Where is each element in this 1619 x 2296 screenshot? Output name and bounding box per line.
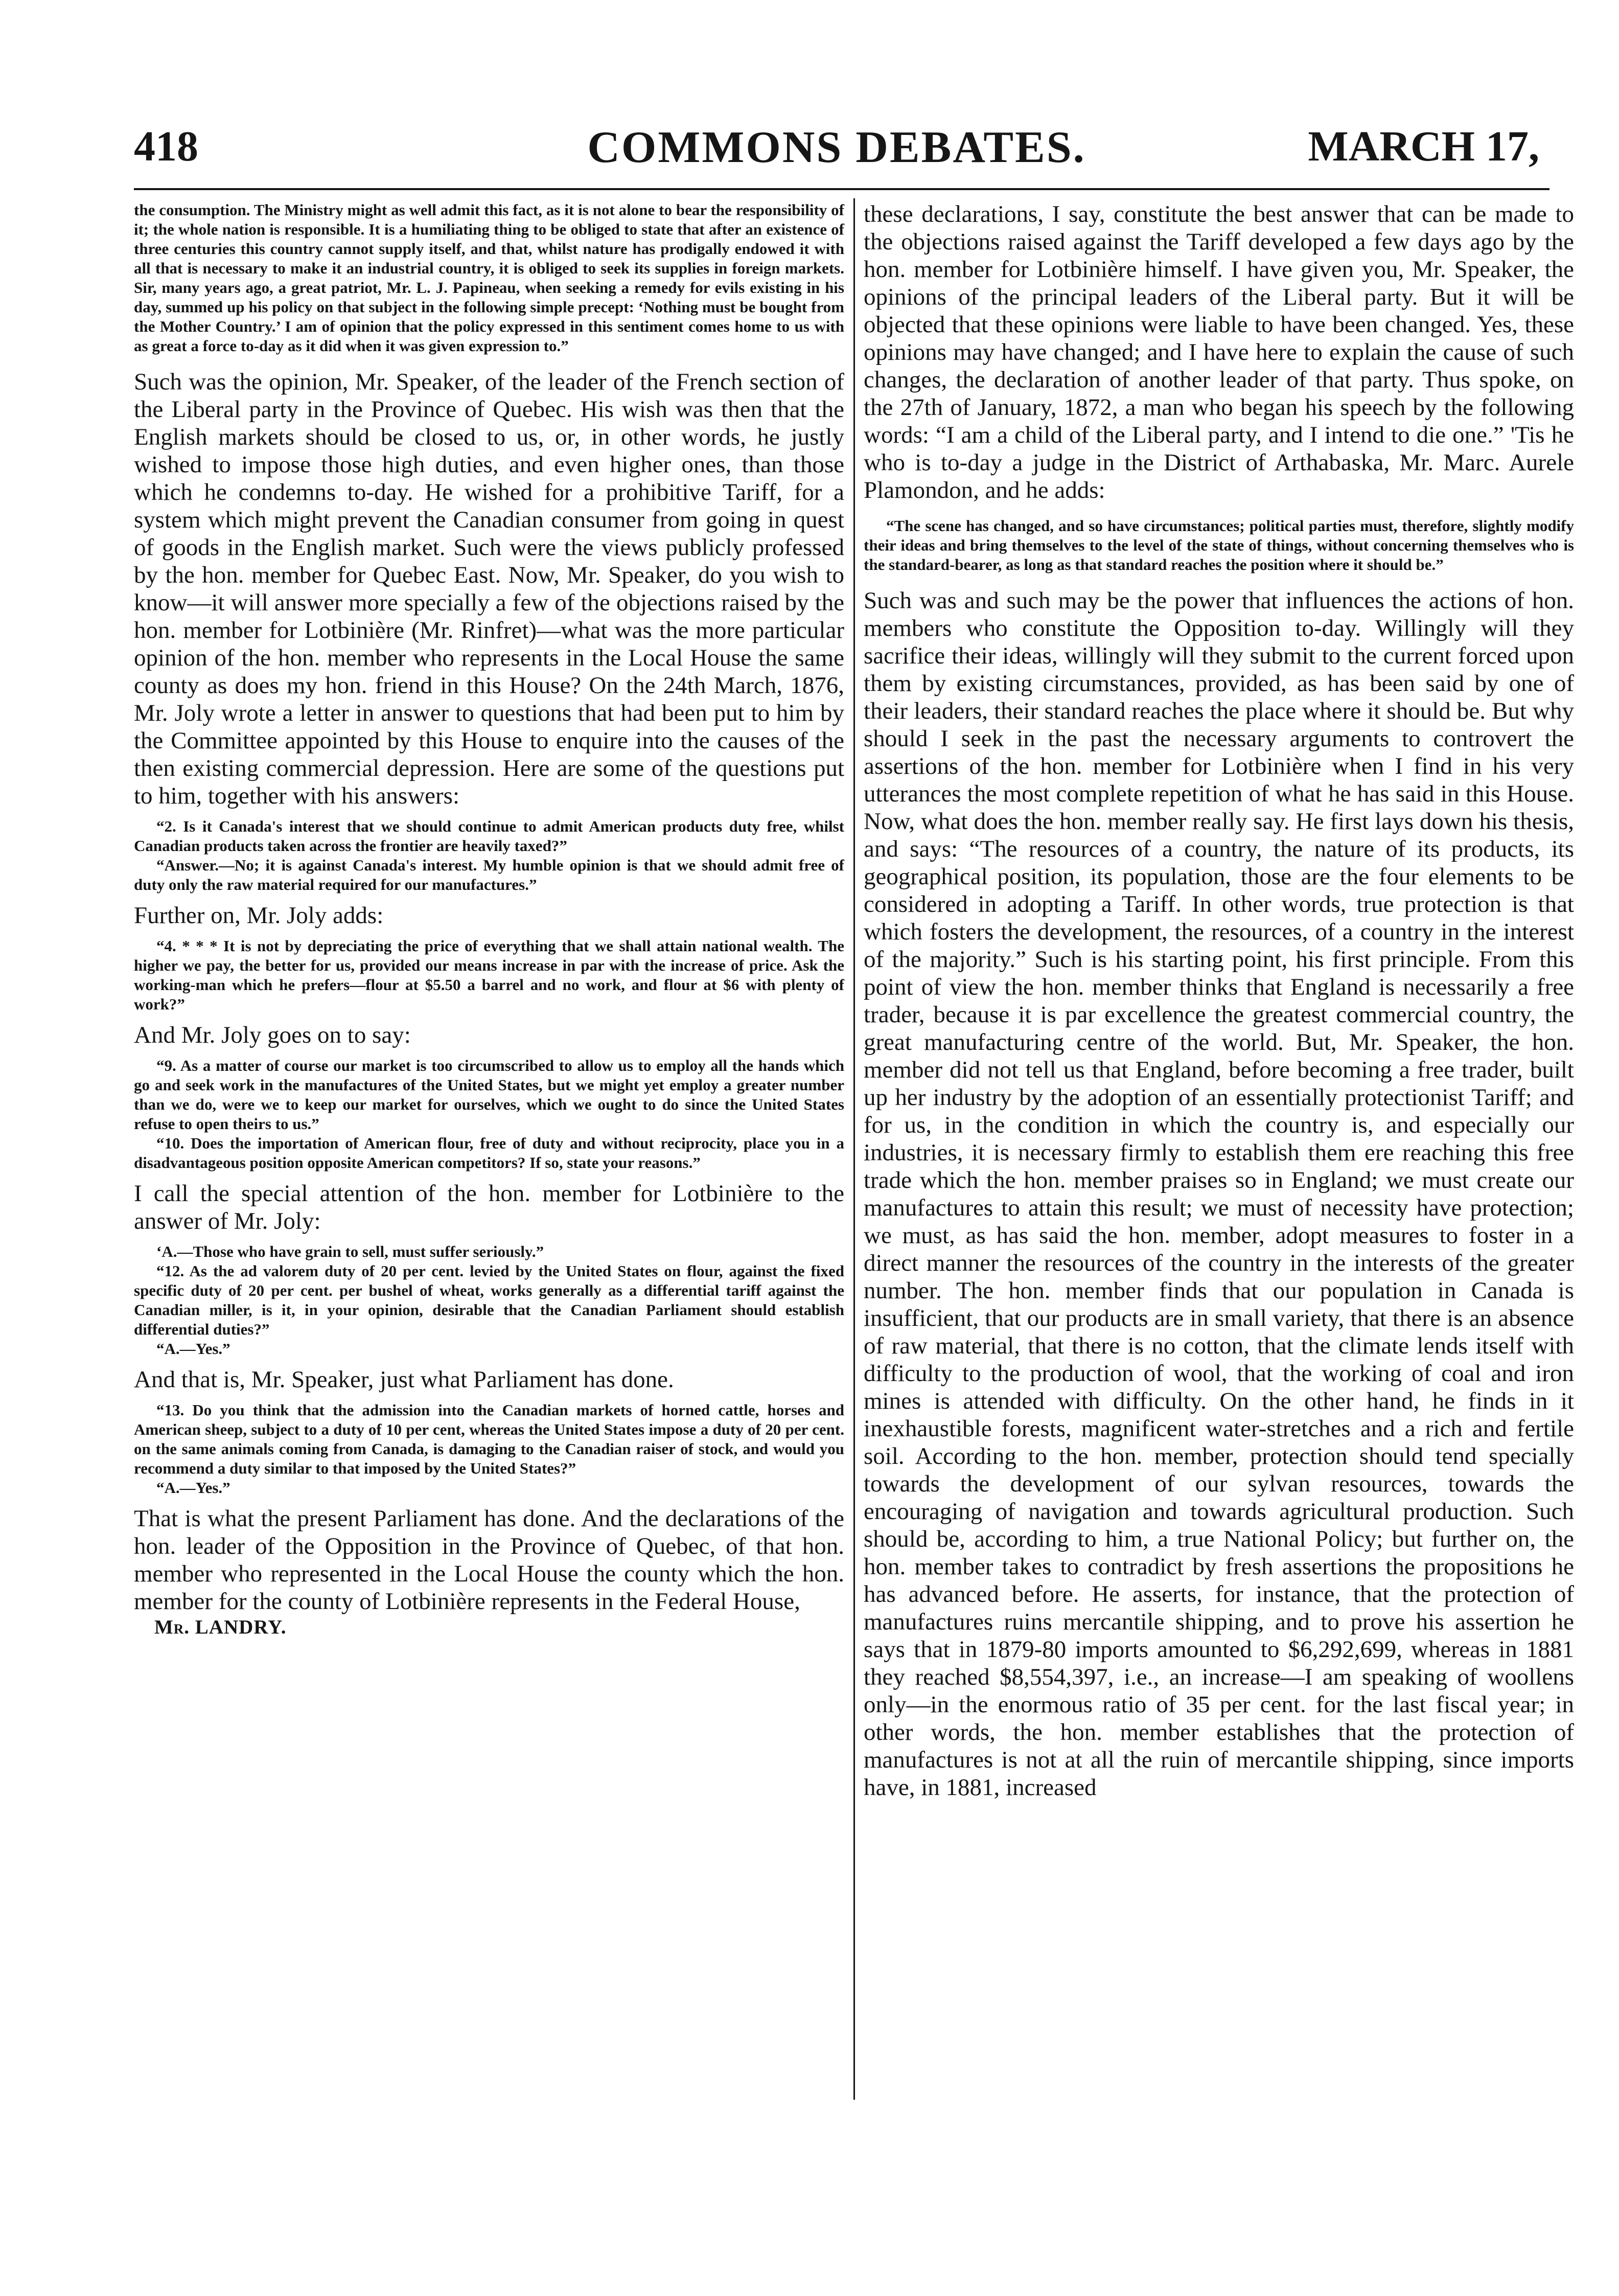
- page-header: [134, 122, 1539, 178]
- header-date: MARCH 17,: [1308, 123, 1539, 170]
- quote-question: “12. As the ad valorem duty of 20 per cent. levied by the United States on flour, against the fixed specific duty of 20 per cent. per bushel of wheat, works generally as a differential tariff against the Canadian miller, is it, in your opinion, desirable that the Canadian Parliament should establish differential duties?”: [134, 1262, 844, 1338]
- body-paragraph: That is what the present Parliament has done. And the declarations of the hon. leader of the Opposition in the Province of Quebec, of that hon. member who represented in the Local House the county which the hon. member for the county of Lotbinière represents in the Federal House,: [134, 1505, 844, 1615]
- header-rule: [134, 188, 1549, 190]
- quote-question: “2. Is it Canada's interest that we should continue to admit American products duty free, whilst Canadian products taken across the frontier are heavily taxed?”: [134, 817, 844, 855]
- intro-line: And that is, Mr. Speaker, just what Parliament has done.: [134, 1366, 674, 1393]
- publication-title: COMMONS DEBATES.: [587, 123, 1086, 172]
- body-paragraph: I call the special attention of the hon. member for Lotbinière to the answer of Mr. Joly:: [134, 1180, 844, 1234]
- quote-answer: “4. * * * It is not by depreciating the price of everything that we shall attain national wealth. The higher we pay, the better for us, provided our means increase in par with the increase of price. Ask the working-man which he prefers—flour at $5.50 a barrel and no work, and flour at $6 with plenty of work?”: [134, 937, 844, 1013]
- quote-answer: “9. As a matter of course our market is too circumscribed to allow us to employ all the hands which go and seek work in the manufactures of the United States, but we might yet employ a greater number than we do, were we to keep our market for ourselves, which we ought to do since the United States refuse to open theirs to us.”: [134, 1057, 844, 1133]
- body-paragraph: these declarations, I say, constitute the best answer that can be made to the objections raised against the Tariff developed a few days ago by the hon. member for Lotbinière himself. I have given you, Mr. Speaker, the opinions of the principal leaders of the Liberal party. But it will be objected that these opinions were liable to have been changed. Yes, these opinions may have changed; and I have here to explain the cause of such changes, the declaration of another leader of that party. Thus spoke, on the 27th of January, 1872, a man who began his speech by the following words: “I am a child of the Liberal party, and I intend to die one.” 'Tis he who is to-day a judge in the District of Arthabaska, Mr. Marc. Aurele Plamondon, and he adds:: [864, 201, 1574, 503]
- body-paragraph: Such was the opinion, Mr. Speaker, of the leader of the French section of the Liberal party in the Province of Quebec. His wish was then that the English markets should be closed to us, or, in other words, he justly wished to impose those high duties, and even higher ones, than those which he condemns to-day. He wished for a prohibitive Tariff, for a system which might prevent the Canadian consumer from going in quest of goods in the English market. Such were the views publicly professed by the hon. member for Quebec East. Now, Mr. Speaker, do you wish to know—it will answer more specially a few of the objections raised by the hon. member for Lotbinière (Mr. Rinfret)—what was the more particular opinion of the hon. member who represents in the Local House the same county as does my hon. friend in this House? On the 24th March, 1876, Mr. Joly wrote a letter in answer to questions that had been put to him by the Committee appointed by this House to enquire into the causes of the then existing commercial depression. Here are some of the questions put to him, together with his answers:: [134, 369, 844, 809]
- quote-block: “The scene has changed, and so have circumstances; political parties must, therefore, slightly modify their ideas and bring themselves to the level of the state of things, without concerning themselves who is the standard-bearer, as long as that standard reaches the position where it should be.”: [864, 517, 1574, 573]
- body-paragraph: Such was and such may be the power that influences the actions of hon. members who constitute the Opposition to-day. Willingly will they sacrifice their ideas, willingly will they submit to the current forced upon them by existing circumstances, provided, as has been said by one of their leaders, their standard reaches the place where it should be. But why should I seek in the past the necessary arguments to controvert the assertions of the hon. member for Lotbinière when I find in his very utterances the most complete repetition of what he has said in this House. Now, what does the hon. member really say. He first lays down his thesis, and says: “The resources of a country, the nature of its products, its geographical position, its population, those are the four elements to be considered in adopting a Tariff. In other words, true protection is that which fosters the development, the resources, of a country in the interest of the majority.” Such is his starting point, his first principle. From this point of view the hon. member thinks that England is necessarily a free trader, because it is par excellence the greatest commercial country, the great manufacturing centre of the world. But, Mr. Speaker, the hon. member did not tell us that England, before becoming a free trader, built up her industry by the adoption of an essentially protectionist Tariff; and for us, in the condition in which the country is, and especially our industries, it is necessary firmly to establish them ere reaching this free trade which the hon. member praises so in England; we must create our manufactures to attain this result; we must of necessity have protection; we must, as has said the hon. member, adopt measures to foster in a direct manner the resources of the country in the interests of the greater number. The hon. member finds that our population in Canada is insufficient, that our products are in small variety, that there is an absence of raw material, that there is no cotton, that the climate lends itself with difficulty to the production of wool, that the working of coal and iron mines is attended with difficulty. On the other hand, he finds in it inexhaustible forests, magnificent water-stretches and a rich and fertile soil. According to the hon. member, protection should tend specially towards the development of our sylvan resources, towards the encouraging of navigation and towards agricultural production. Such should be, according to him, a true National Policy; but further on, the hon. member takes to contradict by fresh assertions the propositions he has advanced before. He asserts, for instance, that the protection of manufactures ruins mercantile shipping, and to prove his assertion he says that in 1879-80 imports amounted to $6,292,699, whereas in 1881 they reached $8,554,397, i.e., an increase—I am speaking of woollens only—in the enormous ratio of 35 per cent. for the last fiscal year; in other words, the hon. member establishes that the protection of manufactures is not at all the ruin of mercantile shipping, since imports have, in 1881, increased: [864, 587, 1574, 1801]
- intro-line: Further on, Mr. Joly adds:: [134, 902, 384, 929]
- quote-answer: ‘A.—Those who have grain to sell, must suffer seriously.”: [156, 1243, 544, 1260]
- quote-question: “10. Does the importation of American flour, free of duty and without reciprocity, place you in a disadvantageous position opposite American competitors? If so, state your reasons.”: [134, 1134, 844, 1172]
- page-number: 418: [134, 123, 198, 170]
- intro-line: And Mr. Joly goes on to say:: [134, 1022, 411, 1048]
- column-divider: [853, 198, 855, 2100]
- right-column: [864, 200, 1574, 1801]
- speaker-name: Mr. LANDRY.: [154, 1616, 287, 1638]
- quote-answer: “A.—Yes.”: [156, 1479, 230, 1497]
- left-column: [134, 200, 844, 1640]
- quote-answer: “A.—Yes.”: [156, 1340, 230, 1358]
- quote-question: “13. Do you think that the admission into the Canadian markets of horned cattle, horses and American sheep, subject to a duty of 10 per cent, whereas the United States impose a duty of 20 per cent. on the same animals coming from Canada, is damaging to the Canadian raiser of stock, and would you recommend a duty similar to that imposed by the United States?”: [134, 1401, 844, 1477]
- quote-continuation: the consumption. The Ministry might as well admit this fact, as it is not alone to bear the responsibility of it; the whole nation is responsible. It is a humiliating thing to be obliged to state that after an existence of three centuries this country cannot supply itself, and that, whilst nature has prodigally endowed it with all that is necessary to make it an industrial country, it is obliged to seek its supplies in foreign markets. Sir, many years ago, a great patriot, Mr. L. J. Papineau, when seeking a remedy for evils existing in his day, summed up his policy on that subject in the following simple precept: ‘Nothing must be bought from the Mother Country.’ I am of opinion that the policy expressed in this sentiment comes home to us with as great a force to-day as it did when it was given expression to.”: [134, 201, 844, 355]
- quote-answer: “Answer.—No; it is against Canada's interest. My humble opinion is that we should admit free of duty only the raw material required for our manufactures.”: [134, 856, 844, 893]
